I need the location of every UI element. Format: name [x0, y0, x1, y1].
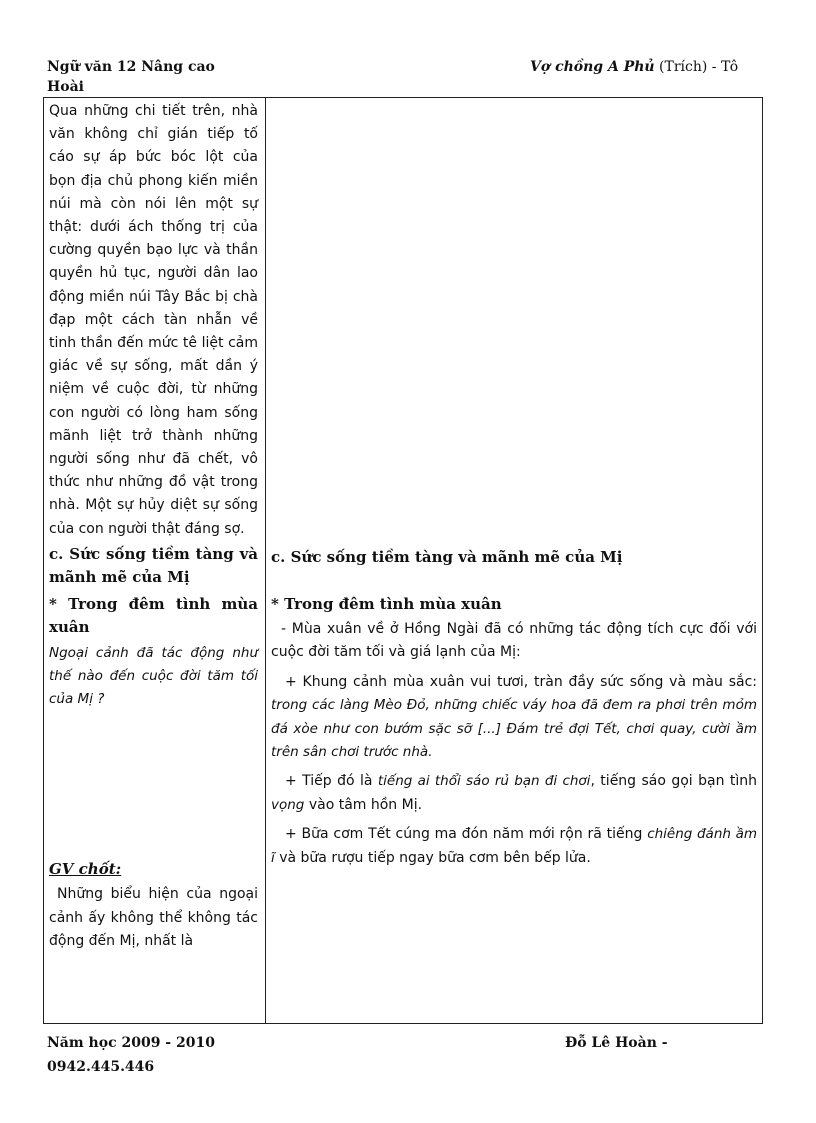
- school-year: Năm học 2009 - 2010: [47, 1035, 215, 1051]
- p4-text: + Bữa cơm Tết cúng ma đón năm mới rộn rã tiếng: [285, 826, 648, 843]
- content-paragraph-4: [271, 823, 757, 870]
- header-right: [530, 57, 738, 77]
- content-heading-c: c. Sức sống tiềm tàng và mãnh mẽ của Mị: [271, 548, 623, 566]
- work-subtitle: (Trích) - Tô: [654, 59, 739, 75]
- content-paragraph-2: [271, 671, 757, 765]
- p3-text-mid: , tiếng sáo gọi bạn tình: [590, 773, 757, 790]
- lesson-table: [43, 97, 763, 1024]
- right-column: [271, 545, 757, 870]
- summary-paragraph: Những biểu hiện của ngoại cảnh ấy không thể không tác động đến Mị, nhất là: [49, 886, 258, 949]
- course-title: Ngữ văn 12 Nâng cao: [47, 59, 215, 75]
- footer-author: Đỗ Lê Hoàn -: [565, 1035, 668, 1051]
- p2-quote: trong các làng Mèo Đỏ, những chiếc váy hoa đã đem ra phơi trên mỏm đá xòe như con bướm sặc sỡ [...] Đám trẻ đợi Tết, chơi quay, cười ầm trên sân chơi trước nhà.: [271, 697, 757, 761]
- footer-left: [47, 1031, 215, 1079]
- p4-text-end: và bữa rượu tiếp ngay bữa cơm bên bếp lửa.: [274, 849, 591, 866]
- p3-quote: tiếng ai thổi sáo rủ bạn đi chơi: [377, 773, 591, 790]
- content-heading-star: * Trong đêm tình mùa xuân: [271, 595, 502, 613]
- section-heading-c: c. Sức sống tiềm tàng và mãnh mẽ của Mị: [49, 544, 258, 587]
- p4-quote: chiêng đánh ầm ĩ: [271, 826, 757, 866]
- analysis-paragraph: Qua những chi tiết trên, nhà văn không chỉ gián tiếp tố cáo sự áp bức bóc lột của bọn địa chủ phong kiến miền núi mà còn nói lên một sự thật: dưới ách thống trị của cường quyền bạo lực và thần quyền hủ tục, người dân lao động miền núi Tây Bắc bị chà đạp một cách tàn nhẫn về tinh thần đến mức tê liệt cảm giác về sự sống, mất dần ý niệm về cuộc đời, từ những con người có lòng ham sống mãnh liệt trở thành những người sống như đã chết, vô thức như những đồ vật trong nhà. Một sự hủy diệt sự sống của con người thật đáng sợ.: [49, 103, 258, 537]
- header-left: [47, 57, 215, 97]
- work-title: Vợ chồng A Phủ: [530, 59, 655, 75]
- p2-text: + Khung cảnh mùa xuân vui tươi, tràn đầy sức sống và màu sắc:: [285, 673, 757, 690]
- teacher-question: Ngoại cảnh đã tác động như thế nào đến cuộc đời tăm tối của Mị ?: [49, 644, 258, 708]
- phone-number: 0942.445.446: [47, 1059, 155, 1075]
- p3-quote-2: vọng: [271, 796, 305, 813]
- author-fragment: Hoài: [47, 79, 84, 95]
- content-paragraph-3: [271, 770, 757, 817]
- p3-text: + Tiếp đó là: [285, 773, 378, 790]
- column-divider: [265, 98, 266, 1023]
- left-column: [49, 100, 258, 953]
- content-paragraph-1: - Mùa xuân về ở Hồng Ngài đã có những tác động tích cực đối với cuộc đời tăm tối và giá lạnh của Mị:: [271, 621, 757, 661]
- p3-text-end: vào tâm hồn Mị.: [304, 796, 423, 813]
- teacher-summary-label: GV chốt:: [49, 860, 122, 879]
- section-heading-star: * Trong đêm tình mùa xuân: [49, 595, 258, 637]
